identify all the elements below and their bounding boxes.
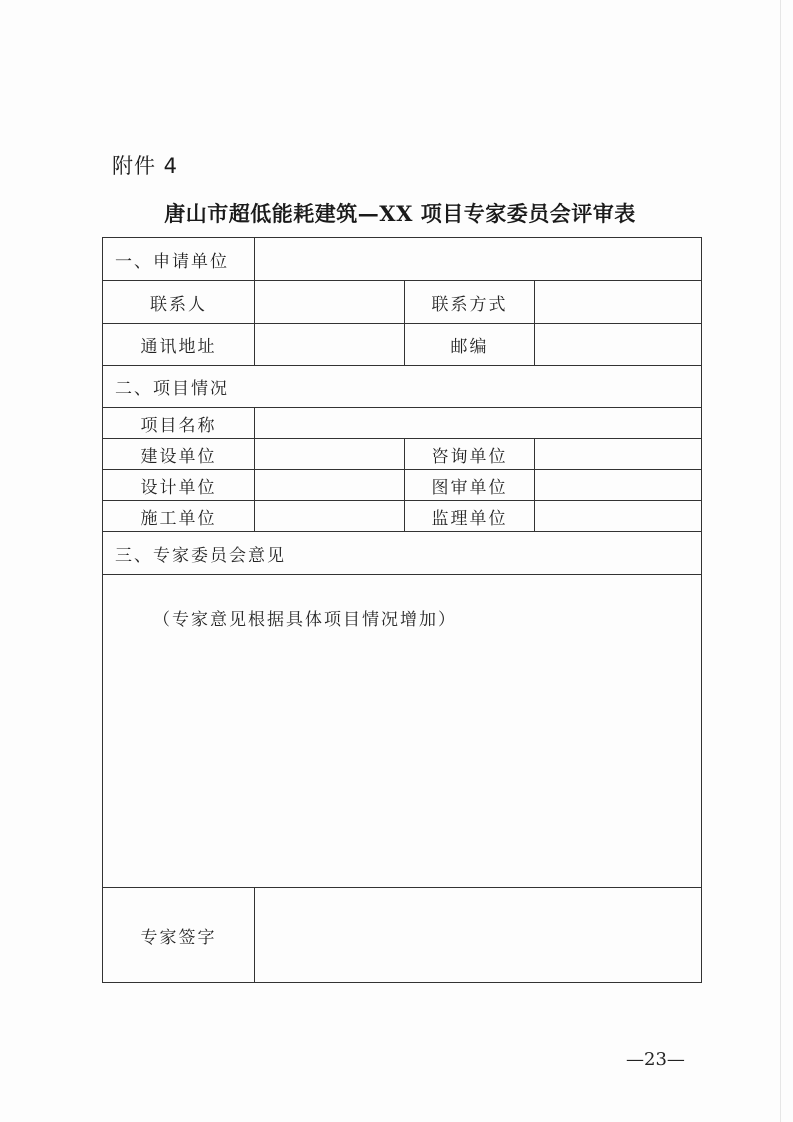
- review-form-table: [102, 237, 702, 983]
- signature-row: [103, 888, 702, 983]
- opinion-note: （专家意见根据具体项目情况增加）: [153, 610, 457, 630]
- supervision-unit-label: 监理单位: [405, 501, 535, 532]
- consulting-unit-field[interactable]: [535, 439, 702, 470]
- page-edge-line: [780, 0, 781, 1122]
- contact-person-label: 联系人: [103, 281, 255, 324]
- project-section-header: 二、项目情况: [103, 366, 702, 408]
- design-unit-field[interactable]: [255, 470, 405, 501]
- construction-row: [103, 439, 702, 470]
- project-name-label: 项目名称: [103, 408, 255, 439]
- building-unit-field[interactable]: [255, 501, 405, 532]
- opinion-section-row: [103, 532, 702, 575]
- opinion-text-area[interactable]: [103, 575, 702, 888]
- project-section-row: [103, 366, 702, 408]
- contact-person-field[interactable]: [255, 281, 405, 324]
- postal-code-label: 邮编: [405, 324, 535, 366]
- project-name-field[interactable]: [255, 408, 702, 439]
- construction-unit-label: 建设单位: [103, 439, 255, 470]
- consulting-unit-label: 咨询单位: [405, 439, 535, 470]
- expert-signature-label: 专家签字: [103, 888, 255, 983]
- address-row: [103, 324, 702, 366]
- contact-row: [103, 281, 702, 324]
- applicant-section-row: [103, 238, 702, 281]
- drawing-review-unit-label: 图审单位: [405, 470, 535, 501]
- expert-signature-field[interactable]: [255, 888, 702, 983]
- building-row: [103, 501, 702, 532]
- opinion-body-row: [103, 575, 702, 888]
- applicant-section-header: 一、申请单位: [103, 238, 255, 281]
- page-number: —23—: [626, 1049, 685, 1070]
- construction-unit-field[interactable]: [255, 439, 405, 470]
- mailing-address-field[interactable]: [255, 324, 405, 366]
- contact-method-field[interactable]: [535, 281, 702, 324]
- attachment-label: 附件 4: [112, 154, 179, 178]
- contact-method-label: 联系方式: [405, 281, 535, 324]
- supervision-unit-field[interactable]: [535, 501, 702, 532]
- form-title: 唐山市超低能耗建筑—XX 项目专家委员会评审表: [164, 201, 636, 226]
- mailing-address-label: 通讯地址: [103, 324, 255, 366]
- project-name-row: [103, 408, 702, 439]
- drawing-review-unit-field[interactable]: [535, 470, 702, 501]
- applicant-name-field[interactable]: [255, 238, 702, 281]
- design-row: [103, 470, 702, 501]
- design-unit-label: 设计单位: [103, 470, 255, 501]
- building-unit-label: 施工单位: [103, 501, 255, 532]
- opinion-section-header: 三、专家委员会意见: [103, 532, 702, 575]
- postal-code-field[interactable]: [535, 324, 702, 366]
